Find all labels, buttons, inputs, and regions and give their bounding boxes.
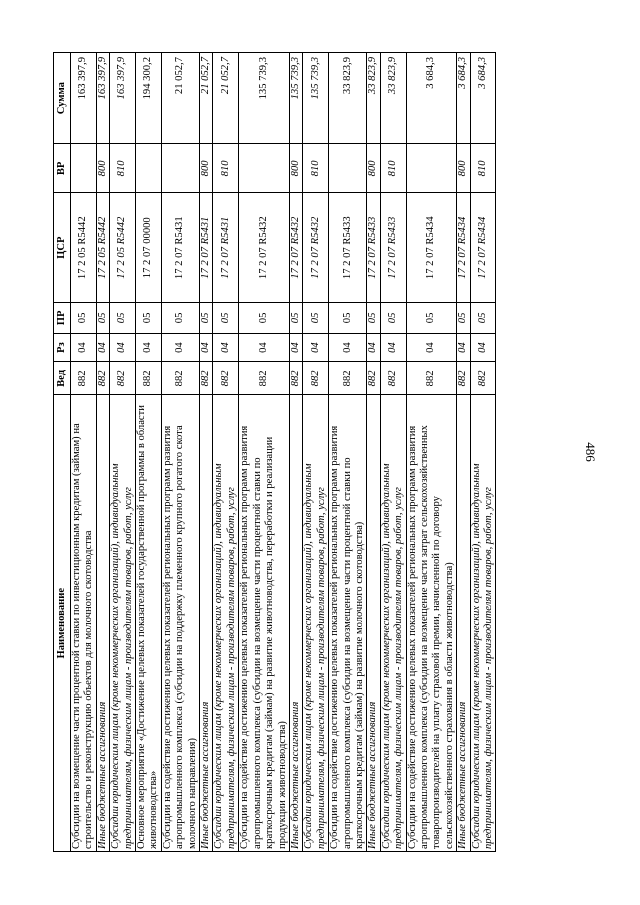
row-vr: 800 — [289, 144, 302, 193]
row-name: Субсидии на содействие достижению целевых показателей региональных программ развития агропромышленного комплекса (субсидии на возмещение части процентной ставки по краткосрочным кредитам (займам) на развитие животноводства, переработки и реализации продукции животноводства) — [239, 395, 290, 852]
table-row — [110, 53, 136, 852]
row-vr — [71, 144, 97, 193]
row-sum: 21 052,7 — [213, 53, 239, 144]
header-row — [54, 53, 71, 852]
row-csr: 17 2 05 R5442 — [71, 193, 97, 303]
row-csr: 17 2 07 00000 — [136, 193, 162, 303]
table-row — [161, 53, 199, 852]
row-pr: 05 — [161, 303, 199, 334]
row-pr: 05 — [289, 303, 302, 334]
row-vr: 800 — [200, 144, 213, 193]
row-name: Субсидии юридическим лицам (кроме некоммерческих организаций), индивидуальным предпринимателям, физическим лицам - производителям товаров, работ, услуг — [213, 395, 239, 852]
row-vr: 810 — [470, 144, 496, 193]
row-vr: 810 — [213, 144, 239, 193]
rotated-page-content — [53, 52, 573, 852]
row-pr: 05 — [367, 303, 380, 334]
row-rz: 04 — [406, 333, 457, 362]
row-rz: 04 — [329, 333, 367, 362]
row-csr: 17 2 07 R5434 — [406, 193, 457, 303]
row-rz: 04 — [239, 333, 290, 362]
row-vr: 810 — [380, 144, 406, 193]
table-row — [96, 53, 109, 852]
row-vr: 810 — [303, 144, 329, 193]
row-rz: 04 — [96, 333, 109, 362]
row-rz: 04 — [457, 333, 470, 362]
row-pr: 05 — [329, 303, 367, 334]
header-name: Наименование — [54, 395, 71, 852]
row-rz: 04 — [470, 333, 496, 362]
table-row — [213, 53, 239, 852]
row-vr — [136, 144, 162, 193]
row-csr: 17 2 07 R5431 — [161, 193, 199, 303]
header-sum: Сумма — [54, 53, 71, 144]
row-name: Иные бюджетные ассигнования — [457, 395, 470, 852]
table-row — [71, 53, 97, 852]
header-csr: ЦСР — [54, 193, 71, 303]
row-ved: 882 — [161, 362, 199, 395]
row-ved: 882 — [136, 362, 162, 395]
row-vr: 800 — [367, 144, 380, 193]
row-ved: 882 — [71, 362, 97, 395]
row-sum: 163 397,9 — [110, 53, 136, 144]
row-vr — [406, 144, 457, 193]
row-csr: 17 2 07 R5433 — [380, 193, 406, 303]
row-sum: 135 739,3 — [289, 53, 302, 144]
row-name: Субсидии юридическим лицам (кроме некоммерческих организаций), индивидуальным предпринимателям, физическим лицам - производителям товаров, работ, услуг — [470, 395, 496, 852]
row-name: Иные бюджетные ассигнования — [367, 395, 380, 852]
row-name: Основное мероприятие «Достижение целевых показателей государственной программы в области животноводства» — [136, 395, 162, 852]
row-csr: 17 2 07 R5432 — [289, 193, 302, 303]
row-rz: 04 — [303, 333, 329, 362]
row-pr: 05 — [213, 303, 239, 334]
table-row — [303, 53, 329, 852]
row-vr: 810 — [110, 144, 136, 193]
table-row — [289, 53, 302, 852]
row-csr: 17 2 07 R5431 — [200, 193, 213, 303]
row-sum: 3 684,3 — [470, 53, 496, 144]
row-sum: 21 052,7 — [200, 53, 213, 144]
table-row — [380, 53, 406, 852]
row-sum: 3 684,3 — [406, 53, 457, 144]
row-rz: 04 — [71, 333, 97, 362]
row-csr: 17 2 05 R5442 — [110, 193, 136, 303]
row-vr: 800 — [96, 144, 109, 193]
table-row — [200, 53, 213, 852]
table-row — [406, 53, 457, 852]
row-name: Иные бюджетные ассигнования — [200, 395, 213, 852]
table-row — [136, 53, 162, 852]
row-csr: 17 2 07 R5431 — [213, 193, 239, 303]
header-pr: ПР — [54, 303, 71, 334]
row-sum: 3 684,3 — [457, 53, 470, 144]
budget-table — [53, 52, 496, 852]
row-name: Субсидии юридическим лицам (кроме некоммерческих организаций), индивидуальным предпринимателям, физическим лицам - производителям товаров, работ, услуг — [380, 395, 406, 852]
row-csr: 17 2 07 R5433 — [329, 193, 367, 303]
row-csr: 17 2 07 R5434 — [470, 193, 496, 303]
row-pr: 05 — [470, 303, 496, 334]
row-sum: 135 739,3 — [303, 53, 329, 144]
row-name: Субсидии на содействие достижению целевых показателей региональных программ развития агропромышленного комплекса (субсидии на поддержку племенного крупного рогатого скота молочного направления) — [161, 395, 199, 852]
row-vr — [239, 144, 290, 193]
table-row — [239, 53, 290, 852]
header-rz: Рз — [54, 333, 71, 362]
row-pr: 05 — [71, 303, 97, 334]
row-pr: 05 — [457, 303, 470, 334]
row-name: Субсидии юридическим лицам (кроме некоммерческих организаций), индивидуальным предпринимателям, физическим лицам - производителям товаров, работ, услуг — [303, 395, 329, 852]
row-ved: 882 — [96, 362, 109, 395]
row-rz: 04 — [213, 333, 239, 362]
row-rz: 04 — [367, 333, 380, 362]
row-name: Субсидии на содействие достижению целевых показателей региональных программ развития агропромышленного комплекса (субсидии на возмещение части затрат сельскохозяйственных товаропроизводителей на уплату страховой премии, начисленной по договору сельскохозяйственного страхования в области животноводства) — [406, 395, 457, 852]
row-sum: 194 300,2 — [136, 53, 162, 144]
row-rz: 04 — [289, 333, 302, 362]
row-ved: 882 — [380, 362, 406, 395]
row-rz: 04 — [380, 333, 406, 362]
row-name: Субсидии на содействие достижению целевых показателей региональных программ развития агропромышленного комплекса (субсидии на возмещение части процентной ставки по краткосрочным кредитам (займам) на развитие молочного скотоводства) — [329, 395, 367, 852]
row-pr: 05 — [136, 303, 162, 334]
row-pr: 05 — [110, 303, 136, 334]
row-pr: 05 — [200, 303, 213, 334]
table-row — [367, 53, 380, 852]
row-ved: 882 — [289, 362, 302, 395]
row-csr: 17 2 05 R5442 — [96, 193, 109, 303]
row-sum: 21 052,7 — [161, 53, 199, 144]
row-csr: 17 2 07 R5434 — [457, 193, 470, 303]
row-sum: 33 823,9 — [367, 53, 380, 144]
row-ved: 882 — [239, 362, 290, 395]
row-rz: 04 — [200, 333, 213, 362]
page-number: 486 — [583, 442, 598, 462]
table-row — [457, 53, 470, 852]
row-ved: 882 — [200, 362, 213, 395]
row-ved: 882 — [406, 362, 457, 395]
row-name: Субсидии юридическим лицам (кроме некоммерческих организаций), индивидуальным предпринимателям, физическим лицам - производителям товаров, работ, услуг — [110, 395, 136, 852]
row-pr: 05 — [96, 303, 109, 334]
row-vr: 800 — [457, 144, 470, 193]
row-vr — [329, 144, 367, 193]
row-pr: 05 — [406, 303, 457, 334]
table-row — [329, 53, 367, 852]
row-rz: 04 — [110, 333, 136, 362]
row-csr: 17 2 07 R5432 — [239, 193, 290, 303]
row-name: Иные бюджетные ассигнования — [96, 395, 109, 852]
row-pr: 05 — [239, 303, 290, 334]
row-ved: 882 — [213, 362, 239, 395]
row-pr: 05 — [303, 303, 329, 334]
row-ved: 882 — [329, 362, 367, 395]
header-ved: Вед — [54, 362, 71, 395]
row-ved: 882 — [367, 362, 380, 395]
row-sum: 33 823,9 — [329, 53, 367, 144]
row-rz: 04 — [161, 333, 199, 362]
table-row — [470, 53, 496, 852]
row-csr: 17 2 07 R5433 — [367, 193, 380, 303]
row-ved: 882 — [470, 362, 496, 395]
row-sum: 135 739,3 — [239, 53, 290, 144]
row-sum: 163 397,9 — [71, 53, 97, 144]
row-sum: 163 397,9 — [96, 53, 109, 144]
row-ved: 882 — [110, 362, 136, 395]
row-ved: 882 — [303, 362, 329, 395]
row-vr — [161, 144, 199, 193]
row-sum: 33 823,9 — [380, 53, 406, 144]
row-pr: 05 — [380, 303, 406, 334]
row-rz: 04 — [136, 333, 162, 362]
row-csr: 17 2 07 R5432 — [303, 193, 329, 303]
row-ved: 882 — [457, 362, 470, 395]
header-vr: ВР — [54, 144, 71, 193]
row-name: Субсидии на возмещение части процентной ставки по инвестиционным кредитам (займам) на строительство и реконструкцию объектов для молочного скотоводства — [71, 395, 97, 852]
row-name: Иные бюджетные ассигнования — [289, 395, 302, 852]
